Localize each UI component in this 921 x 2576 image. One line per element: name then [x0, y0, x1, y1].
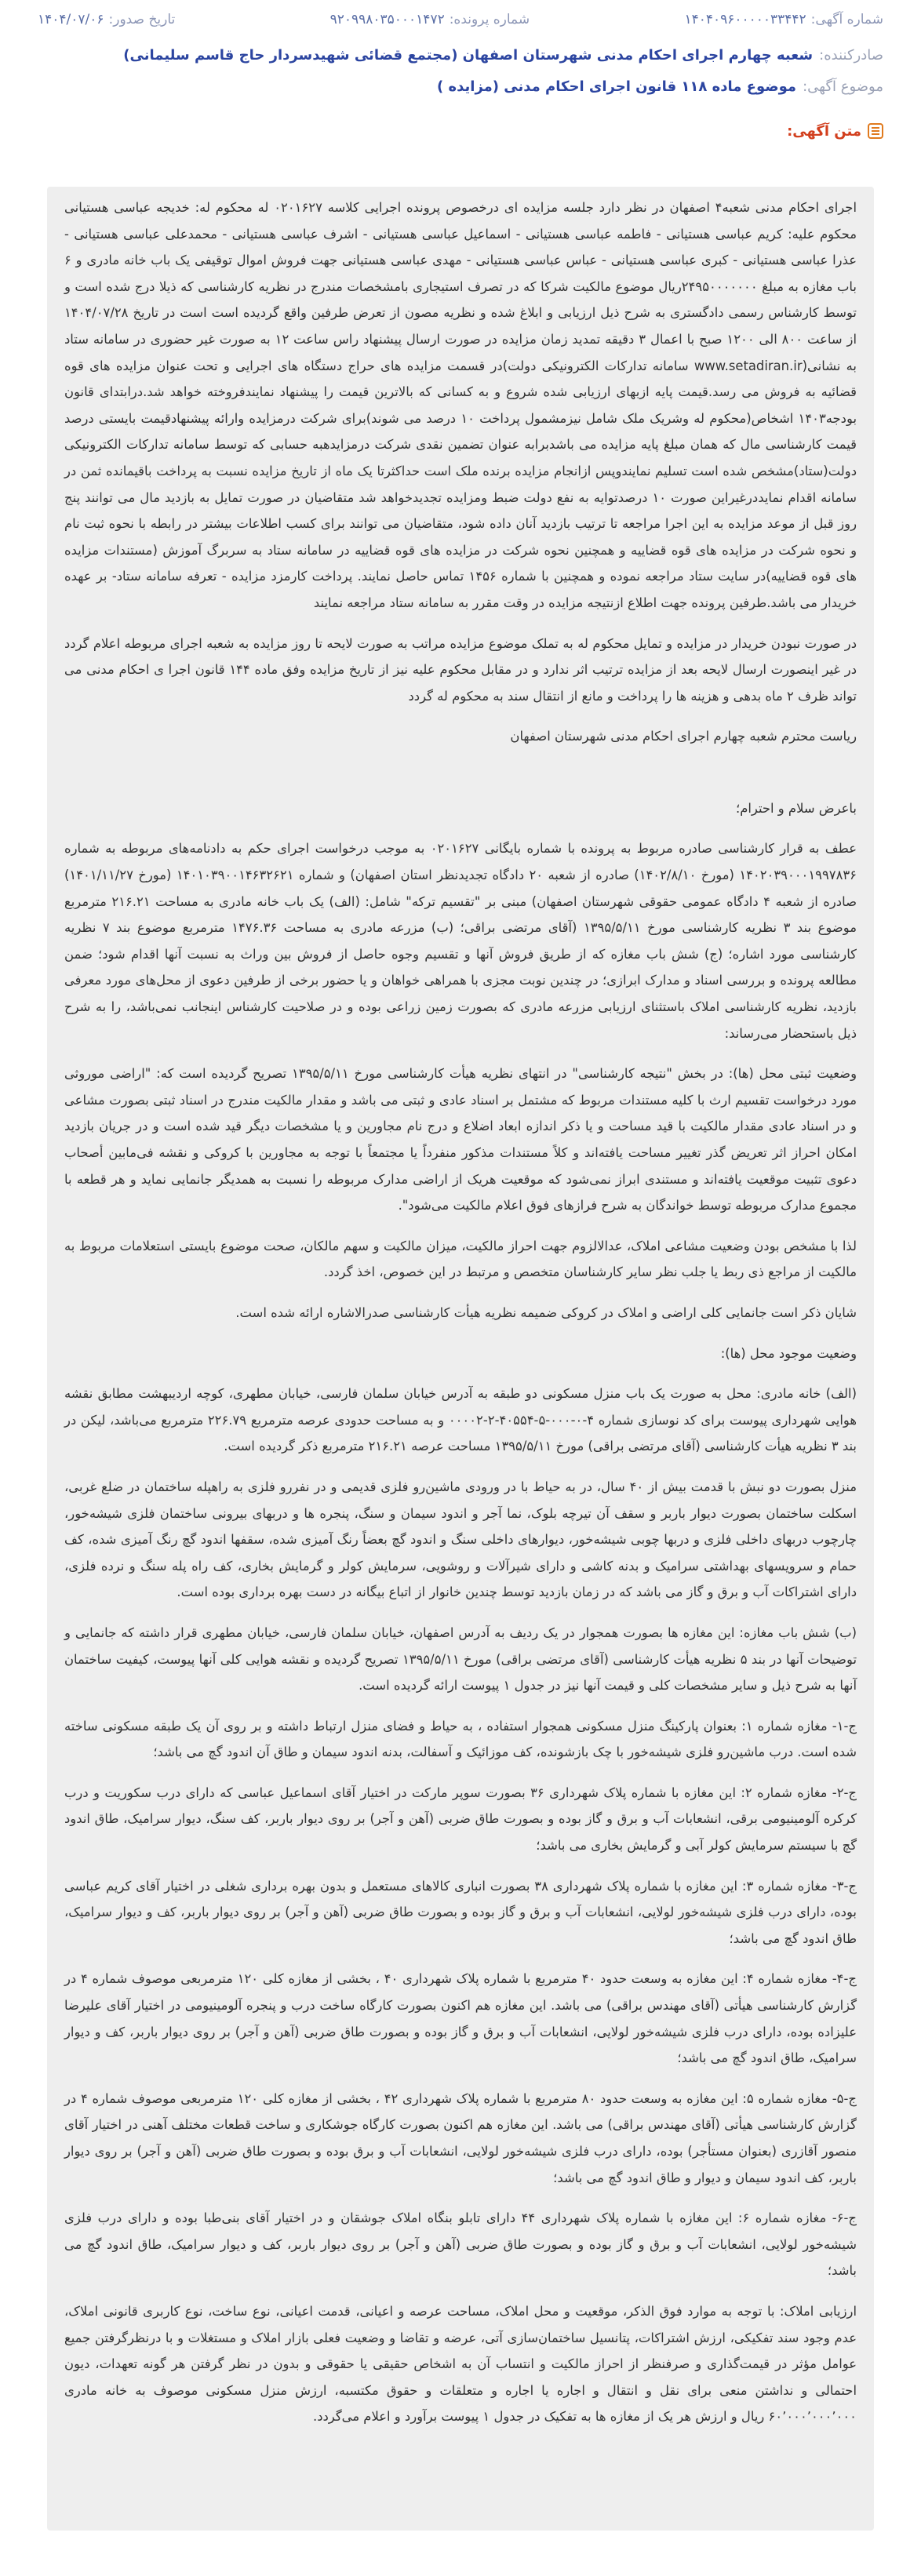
subject-value: موضوع ماده ۱۱۸ قانون اجرای احکام مدنی (مزایده ) [437, 78, 797, 95]
paragraph-ownership-inquiry: لذا با مشخص بودن وضعیت مشاعی املاک، عدالالزوم جهت احراز مالکیت، میزان مالکیت و سهم مالکان، صحت موضوع بایستی استعلامات مربوط به مالکیت از مراجع ذی ربط یا جلب نظر سایر کارشناسان متخصص و مرتبط در این خصوص، اخذ گردد. [60, 1238, 857, 1280]
announcement-number-value: ۱۴۰۴۰۹۶۰۰۰۰۰۳۳۴۴۲ [684, 12, 806, 27]
issue-date-label: تاریخ صدور: [108, 12, 176, 27]
subject-line [0, 71, 921, 102]
paragraph-greeting: باعرض سلام و احترام؛ [736, 800, 857, 816]
paragraph-no-buyer: در صورت نبودن خریدار در مزایده و تمایل محکوم له به تملک موضوع مزایده مراتب به صورت لایحه تا روز مزایده به شعبه اجرای مربوطه اعلام گردد در غیر اینصورت ارسال لایحه بعد از مزایده ترتیب اثر ندارد و در مقابل محکوم علیه نیز از تاریخ مزایده وفق ماده ۱۴۴ قانون اجرا ی احکام مدنی می تواند ظرف ۲ ماه بدهی و هزینه ها را پرداخت و مانع از انتقال سند به محکوم له گردد [60, 635, 857, 704]
paragraph-auction-announcement: اجرای احکام مدنی شعبه۴ اصفهان در نظر دارد جلسه مزایده ای درخصوص پرونده اجرایی کلاسه ۰۲۰۱۶۲۷ له محکوم له: خدیجه عباسی هستیانی محکوم علیه: کریم عباسی هستیانی - فاطمه عباسی هستیانی - اسماعیل عباسی هستیانی - اشرف عباسی هستیانی - محمدعلی عباسی هستیانی - عذرا عباسی هستیانی - کبری عباسی هستیانی - عباس عباسی هستیانی - مهدی عباسی هستیانی جهت فروش اموال توقیفی یک باب خانه مادری و ۶ باب مغازه به مبلغ ۲۴۹۵۰۰۰۰۰۰۰ریال موضوع مالکیت شرکا که در تصرف استیجاری بامشخصات مندرج در نظریه کارشناسی که ذیلا درج شده است و توسط کارشناس رسمی دادگستری به شرح ذیل ارزیابی و ابلاغ شده و نظریه مصون از تعرض طرفین واقع گردیده است است در تاریخ ۱۴۰۴/۰۷/۲۸ از ساعت ۸۰۰ الی ۱۲۰۰ صبح با اعمال ۳ دقیقه تمدید زمان مزایده در صورت ارسال پیشنهاد راس ساعت ۱۲ به صورت غیر حضوری در سامانه ستاد به نشانی(www.setadiran.ir سامانه تدارکات الکترونیکی دولت)در قسمت مزایده های حراج دستگاه های اجرایی و تحت عنوان مزایده های قوه قضائیه به فروش می رسد.قیمت پایه ازبهای ارزیابی شده شروع و به کسانی که بالاترین قیمت را پیشنهاد نمایندفروخته خواهد شد.درابتدای قانون بودجه۱۴۰۳ اشخاص(محکوم له وشریک ملک شامل نیزمشمول پرداخت ۱۰ درصد می شوند)برای شرکت درمزایده وارائه پیشنهادقیمت بایستی درصد قیمت کارشناسی مال که همان مبلغ پایه مزایده می باشدبرابه عنوان تضمین نقدی شرکت درمزایدهبه حسابی که توسط سامانه تدارکات الکترونیکی دولت(ستاد)مشخص شده است تسلیم نمایندوپس ازانجام مزایده برنده ملک است حداکثرتا یک ماه از تاریخ مزایده نسبت به پرداخت باقیمانده ثمن در سامانه اقدام نمایددرغیراین صورت ۱۰ درصدتوایه به نفع دولت ضبط ومزایده تجدیدخواهد شد متقاضیان در صورت تمایل به بازدید مال می توانند پنج روز قبل از موعد مزایده به این اجرا مراجعه تا ترتیب بازدید آنان داده شود، متقاضیان می توانند برای کسب اطلاعات بیشتر در رابطه با نحوه ثبت نام و نحوه شرکت در مزایده های قوه قضاییه و همچنین نحوه شرکت در مزایده های قوه قضاییه در سامانه ستاد به سربرگ آموزش (مستندات مزایده های قوه قضاییه)در سایت ستاد مراجعه نموده و همچنین با شماره ۱۴۵۶ تماس حاصل نمایند. پرداخت کارمزد مزایده - تعرفه سامانه ستاد- بر عهده خریدار می باشد.طرفین پرونده جهت اطلاع ازنتیجه مزایده در وقت مقرر به سامانه ستاد مراجعه نمایند [60, 200, 857, 610]
paragraph-valuation: ارزیابی املاک: با توجه به موارد فوق الذکر، موقعیت و محل املاک، مساحت عرصه و اعیانی، قدمت اعیانی، نوع ساخت، نوع کاربری قانونی املاک، عدم وجود سند تفکیکی، ارزش اشتراکات، پتانسیل ساختمان‌سازی آتی، عرضه و تقاضا و وضعیت فعلی بازار املاک و مستغلات و با درنظرگرفتن جمیع عوامل مؤثر در قیمت‌گذاری و صرفنظر از احراز مالکیت و انتساب آن به اشخاص حقیقی یا حقوقی و بدون در نظر گرفتن هر گونه تعهدات، دیون احتمالی و نداشتن منعی برای نقل و انتقال و اجاره یا اجاره و متعلقات و حقوق مکتسبه، ارزش منزل مسکونی موصوف به خانه مادری ۶۰٬۰۰۰٬۰۰۰٬۰۰۰ ریال و ارزش هر یک از مغازه ها به تفکیک در جدول ۱ پیوست برآورد و اعلام می‌گردد. [60, 2303, 857, 2425]
paragraph-shop-6: ج-۶- مغازه شماره ۶: این مغازه با شماره پلاک شهرداری ۴۴ دارای تابلو بنگاه املاک جوشقان و در اختیار آقای بنی‌طبا بوده و دارای درب فلزی شیشه‌خور لولایی، انشعابات آب و برق و گاز بوده و بصورت طاق ضربی (آهن و آجر) بر روی دیوار باربر، کف و دیوار سرامیک، طاق اندود گچ می باشد؛ [60, 2210, 857, 2279]
paragraph-layout-note: شایان ذکر است جانمایی کلی اراضی و املاک در کروکی ضمیمه نظریه هیأت کارشناسی صدرالاشاره ارائه شده است. [235, 1304, 857, 1320]
issuer-line [0, 39, 921, 71]
file-number-value: ۹۲۰۹۹۸۰۳۵۰۰۰۱۴۷۲ [329, 12, 445, 27]
paragraph-house-description: منزل بصورت دو نبش با قدمت بیش از ۴۰ سال، در به حیاط با در ورودی ماشین‌رو فلزی قدیمی و در نفررو فلزی به راهپله ساختمان در ضلع غربی، اسکلت ساختمان بصورت دیوار باربر و سقف آن تیرچه بلوک، نما آجر و اندود سیمان و سنگ، پنجره ها و دربهای بیرونی ساختمان فلزی شیشه‌خور، چارچوب دربهای داخلی فلزی و دربها چوبی شیشه‌خور، دیوارهای داخلی سنگ و اندود گچ بعضاً رنگ آمیزی شده، سقفها اندود گچ رنگ آمیزی شده، کف حمام و سرویسهای بهداشتی سرامیک و بدنه کاشی و دارای شیرآلات و روشویی، سرمایش کولر و گرمایش بخاری، کف راه پله سنگ و نرده فلزی، دارای اشتراکات آب و برق و گاز می باشد که در زمان بازدید توسط چندین خانوار از اتباع بیگانه در دست بهره برداری بوده است. [60, 1479, 857, 1600]
paragraph-shop-5: ج-۵- مغازه شماره ۵: این مغازه به وسعت حدود ۸۰ مترمربع با شماره پلاک شهرداری ۴۲ ، بخشی از مغازه کلی ۱۲۰ مترمربعی موصوف شماره ۴ در گزارش کارشناسی هیأتی (آقای مهندس براقی) می باشد. این مغازه هم اکنون بصورت کارگاه جوشکاری و ساخت قطعات مختلف آهنی در اختیار آقای منصور آقازری (بعنوان مستأجر) بوده، دارای درب فلزی شیشه‌خور لولایی، انشعابات آب و برق بوده و بصورت طاق ضربی (آهن و آجر) بر روی دیوار باربر، کف اندود سیمان و دیوار و طاق اندود گچ می باشد؛ [60, 2090, 857, 2185]
issuer-value: شعبه چهارم اجرای احکام مدنی شهرستان اصفهان (مجتمع قضائی شهیدسردار حاج قاسم سلیمانی) [123, 46, 814, 64]
paragraph-addressee: ریاست محترم شعبه چهارم اجرای احکام مدنی شهرستان اصفهان [510, 729, 857, 744]
notice-text-title: متن آگهی: [787, 122, 861, 140]
paragraph-shop-2: ج-۲- مغازه شماره ۲: این مغازه با شماره پلاک شهرداری ۳۶ بصورت سوپر مارکت در اختیار آقای اسماعیل عباسی که دارای درب سکوریت و درب کرکره آلومینیومی برقی، انشعابات آب و برق و گاز بوده و بصورت طاق ضربی (آهن و آجر) بر روی دیوار باربر، کف سنگ، دیوار سرامیک، طاق اندود گچ با سیستم سرمایش کولر آبی و گرمایش بخاری می باشد؛ [60, 1785, 857, 1854]
file-number [330, 12, 530, 27]
announcement-number [684, 12, 883, 27]
notice-header [0, 0, 921, 39]
issue-date [38, 12, 175, 27]
paragraph-mother-house: (الف) خانه مادری: محل به صورت یک باب منزل مسکونی دو طبقه به آدرس خیابان سلمان فارسی، خیابان مطهری، کوچه اردیبهشت مطابق نقشه هوایی شهرداری پیوست برای کد نوسازی شماره ۴-۰-۰۰۰-۵-۴۰۵۵۴-۲-۰۰۰۰۲ و به مساحت حدودی عرصه مترمربع ۲۲۶.۷۹ مترمربع می‌باشد، لیکن در بند ۳ نظریه هیأت کارشناسی (آقای مرتضی براقی) مورخ ۱۳۹۵/۵/۱۱ مساحت عرصه ۲۱۶.۲۱ مترمربع ذکر گردیده است. [60, 1386, 857, 1454]
list-icon [868, 123, 883, 139]
paragraph-six-shops: (ب) شش باب مغازه: این مغازه ها بصورت همجوار در یک ردیف به آدرس اصفهان، خیابان سلمان فارسی، خیابان مطهری قرار داشته که جانمایی و توضیحات آنها در بند ۵ نظریه هیأت کارشناسی (آقای مرتضی براقی) مورخ ۱۳۹۵/۵/۱۱ تصریح گردیده و نقشه هوایی کلی آنها پیوست، کیفیت ساختمان آنها به شرح ذیل و سایر مشخصات کلی و قیمت آنها نیز در جدول ۱ پیوست ارائه گردیده است. [60, 1625, 857, 1694]
notice-text-heading [38, 119, 883, 143]
paragraph-shop-1: ج-۱- مغازه شماره ۱: بعنوان پارکینگ منزل مسکونی همجوار استفاده ، به حیاط و فضای منزل ارتباط داشته و بر روی آن یک طبقه مسکونی ساخته شده است. درب ماشین‌رو فلزی شیشه‌خور با چک بازشونده، کف موزائیک و آسفالت، بدنه اندود سیمان و طاق آن اندود گچ می باشد؛ [60, 1718, 857, 1760]
paragraph-shop-4: ج-۴- مغازه شماره ۴: این مغازه به وسعت حدود ۴۰ مترمربع با شماره پلاک شهرداری ۴۰ ، بخشی از مغازه کلی ۱۲۰ مترمربعی موصوف شماره ۴ در گزارش کارشناسی هیأتی (آقای مهندس براقی) می باشد. این مغازه هم اکنون بصورت کارگاه ساخت درب و پنجره آلومینیومی در اختیار آقای علیرضا علیزاده بوده، دارای درب فلزی شیشه‌خور لولایی، انشعابات آب و برق و گاز بوده و بصورت طاق ضربی (آهن و آجر) بر روی دیوار باربر، کف و دیوار سرامیک، طاق اندود گچ می باشد؛ [60, 1971, 857, 2066]
issuer-label: صادرکننده: [819, 46, 883, 64]
paragraph-expert-order: عطف به قرار کارشناسی صادره مربوط به پرونده با شماره بایگانی ۰۲۰۱۶۲۷ به موجب درخواست اجرای حکم به دادنامه‌های مربوطه به شماره ۱۴۰۲۰۳۹۰۰۰۱۹۹۷۸۳۶ (مورخ ۱۴۰۲/۸/۱۰) صادره از شعبه ۲۰ دادگاه تجدیدنظر استان اصفهان) و شماره ۱۴۰۱۰۳۹۰۰۱۴۶۳۲۶۲۱ (مورخ ۱۴۰۱/۱۱/۲۷) صادره از شعبه ۴ دادگاه عمومی حقوقی شهرستان اصفهان) مبنی بر "تقسیم ترکه" شامل: (الف) یک باب خانه مادری به مساحت ۲۱۶.۲۱ مترمربع موضوع بند ۳ نظریه کارشناسی مورخ ۱۳۹۵/۵/۱۱ (آقای مرتضی براقی؛ (ب) مزرعه مادری به مساحت ۱۴۷۶.۳۶ مترمربع موضوع بند ۷ نظریه کارشناسی مورد اشاره؛ (ج) شش باب مغازه که از طریق فروش آنها و تقسیم وجوه حاصل از فروش بین وراث به نسبت آنها اقدام شود؛ ضمن مطالعه پرونده و بررسی اسناد و مدارک ابرازی؛ در چندین نوبت مجزی با همراهی خواهان و یا حضور برخی از طرفین دعوی از محل‌های مورد معرفی بازدید، نظریه کارشناسی املاک باستثنای ارزیابی مزرعه مادری که بصورت زمین زراعی بوده و در صلاحیت کارشناس اینجانب نمی‌باشد، را به شرح ذیل باستحضار می‌رساند: [60, 841, 857, 1041]
paragraph-shop-3: ج-۳- مغازه شماره ۳: این مغازه با شماره پلاک شهرداری ۳۸ بصورت انباری کالاهای مستعمل و بدون بهره برداری شغلی در اختیار آقای کریم عباسی بوده، دارای درب فلزی شیشه‌خور لولایی، انشعابات آب و برق و گاز بوده و بصورت طاق ضربی (آهن و آجر) بر روی دیوار باربر، کف و دیوار سرامیک، طاق اندود گچ می باشد؛ [60, 1878, 857, 1946]
issue-date-value: ۱۴۰۴/۰۷/۰۶ [38, 12, 104, 27]
announcement-number-label: شماره آگهی: [810, 12, 883, 27]
subject-label: موضوع آگهی: [803, 78, 883, 95]
paragraph-registration-status: وضعیت ثبتی محل (ها): در بخش "نتیجه کارشناسی" در انتهای نظریه هیأت کارشناسی مورخ ۱۳۹۵/۵/۱۱ تصریح گردیده است که: "اراضی موروثی مورد درخواست تقسیم ارث با کلیه مستندات مربوط که مشتمل بر اسناد عادی و ثبتی می باشد و مقدار مالکیت مندرج در اسناد ثبتی بصورت مشاعی و در اسناد عادی مقدار مالکیت با قید مساحت و یا ذکر اندازه ابعاد اضلاع و درج نام مجاورین و یا مشخصات دیگر قید شده است و در جریان بازدید امکان احراز اثر تعریض گذر تغییر مساحت یافته‌اند و کلاً مستندات مذکور منفرداً یا مجتمعاً با توجه به مجاورین با کروکی و نقشه فی‌مابین أصحاب دعوی تثبیت موقعیت یافته‌اند و مستندی ابراز نمی‌شود که موقعیت هریک از اراضی مدارک مربوطه را نسبت به همدیگر جانمایی نماید و هر قطعه با مجموع مدارک مربوطه توسط خواندگان به شرح فرازهای فوق اعلام مالکیت می‌شود". [60, 1066, 857, 1213]
file-number-label: شماره پرونده: [449, 12, 530, 27]
paragraph-current-status-title: وضعیت موجود محل (ها): [720, 1345, 857, 1361]
notice-text-box [47, 187, 874, 2531]
